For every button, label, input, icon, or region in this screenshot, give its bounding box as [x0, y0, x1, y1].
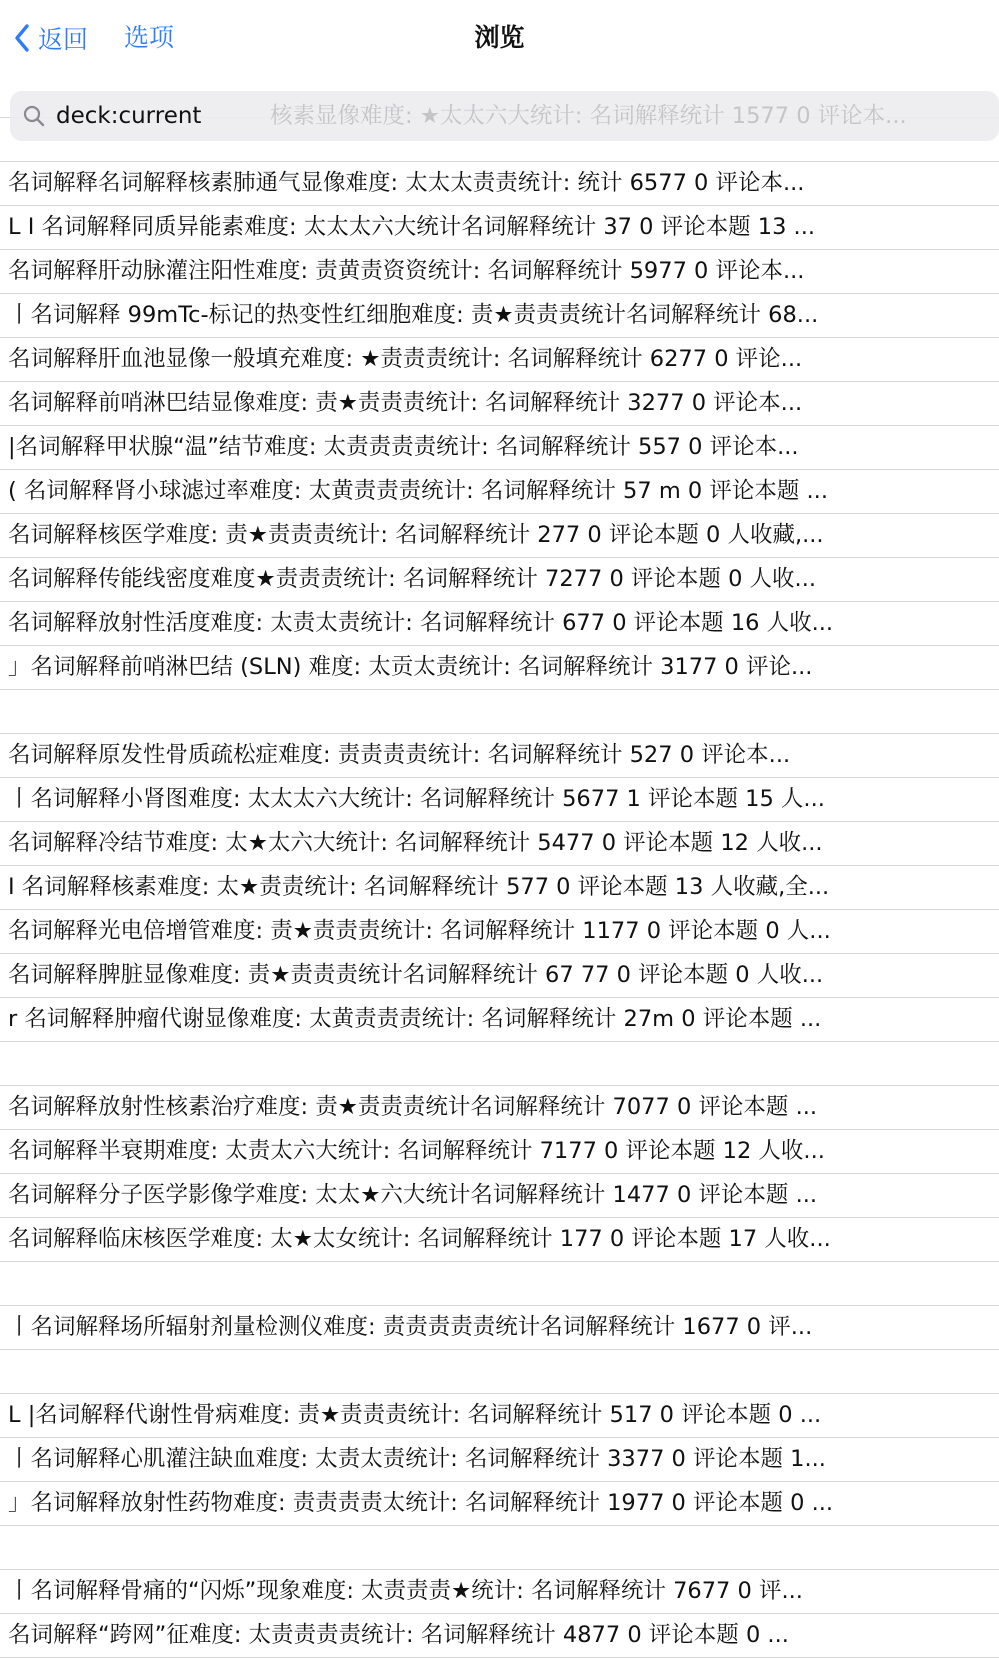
list-item[interactable] — [0, 690, 999, 734]
search-icon — [22, 104, 46, 128]
list-item[interactable]: 名词解释脾脏显像难度: 责★责责责统计名词解释统计 67 77 0 评论本题 0 人收... — [0, 954, 999, 998]
card-list[interactable] — [0, 74, 999, 1648]
list-item[interactable]: L |名词解释代谢性骨病难度: 责★责责责统计: 名词解释统计 517 0 评论本题 0 ... — [0, 1394, 999, 1438]
list-item[interactable]: 」名词解释前哨淋巴结 (SLN) 难度: 太贡太责统计: 名词解释统计 3177 0 评论... — [0, 646, 999, 690]
list-item[interactable]: 丨名词解释 99mTc-标记的热变性红细胞难度: 责★责责责统计名词解释统计 68... — [0, 294, 999, 338]
navigation-bar — [0, 0, 999, 74]
list-item[interactable]: 名词解释前哨淋巴结显像难度: 责★责责责统计: 名词解释统计 3277 0 评论本... — [0, 382, 999, 426]
page-title: 浏览 — [474, 23, 525, 52]
search-bar[interactable] — [10, 91, 999, 141]
list-item[interactable]: I 名词解释核素难度: 太★责责统计: 名词解释统计 577 0 评论本题 13 人收藏,全... — [0, 866, 999, 910]
list-item[interactable] — [0, 1262, 999, 1306]
list-item[interactable]: 名词解释“跨网”征难度: 太责责责责统计: 名词解释统计 4877 0 评论本题 0 ... — [0, 1614, 999, 1658]
list-item[interactable]: 名词解释核医学难度: 责★责责责统计: 名词解释统计 277 0 评论本题 0 人收藏,... — [0, 514, 999, 558]
back-label: 返回 — [38, 25, 89, 54]
list-item[interactable]: r 名词解释肿瘤代谢显像难度: 太黄责责责统计: 名词解释统计 27m 0 评论本题 ... — [0, 998, 999, 1042]
list-item[interactable]: 名词解释放射性活度难度: 太责太责统计: 名词解释统计 677 0 评论本题 16 人收... — [0, 602, 999, 646]
list-item[interactable]: 丨名词解释骨痛的“闪烁”现象难度: 太责责责★统计: 名词解释统计 7677 0 评... — [0, 1570, 999, 1614]
list-item[interactable]: 名词解释分子医学影像学难度: 太太★六大统计名词解释统计 1477 0 评论本题 ... — [0, 1174, 999, 1218]
search-ghost-text: 核素显像难度: ★太太六大统计: 名词解释统计 1577 0 评论本... — [270, 103, 907, 129]
list-item[interactable]: |名词解释甲状腺“温”结节难度: 太责责责责统计: 名词解释统计 557 0 评论本... — [0, 426, 999, 470]
list-item[interactable]: 」名词解释放射性药物难度: 责责责责太统计: 名词解释统计 1977 0 评论本题 0 ... — [0, 1482, 999, 1526]
list-item[interactable]: ( 名词解释肾小球滤过率难度: 太黄责责责统计: 名词解释统计 57 m 0 评论本题 ... — [0, 470, 999, 514]
list-item[interactable]: 名词解释肝动脉灌注阳性难度: 责黄责资资统计: 名词解释统计 5977 0 评论本... — [0, 250, 999, 294]
list-item[interactable]: 丨名词解释小肾图难度: 太太太六大统计: 名词解释统计 5677 1 评论本题 15 人... — [0, 778, 999, 822]
list-item[interactable] — [0, 1526, 999, 1570]
list-item[interactable]: 名词解释传能线密度难度★责责责统计: 名词解释统计 7277 0 评论本题 0 人收... — [0, 558, 999, 602]
list-item[interactable]: 名词解释放射性核素治疗难度: 责★责责责统计名词解释统计 7077 0 评论本题 ... — [0, 1086, 999, 1130]
list-item[interactable] — [0, 1042, 999, 1086]
search-input[interactable]: deck:current — [56, 103, 202, 129]
list-item[interactable]: 名词解释光电倍增管难度: 责★责责责统计: 名词解释统计 1177 0 评论本题 0 人... — [0, 910, 999, 954]
list-item[interactable]: 名词解释名词解释核素肺通气显像难度: 太太太责责统计: 统计 6577 0 评论本... — [0, 162, 999, 206]
list-item[interactable]: L I 名词解释同质异能素难度: 太太太六大统计名词解释统计 37 0 评论本题 13 ... — [0, 206, 999, 250]
list-item[interactable]: 名词解释冷结节难度: 太★太六大统计: 名词解释统计 5477 0 评论本题 12 人收... — [0, 822, 999, 866]
list-item[interactable]: 丨名词解释心肌灌注缺血难度: 太责太责统计: 名词解释统计 3377 0 评论本题 1... — [0, 1438, 999, 1482]
list-item[interactable]: 名词解释临床核医学难度: 太★太女统计: 名词解释统计 177 0 评论本题 17 人收... — [0, 1218, 999, 1262]
list-item[interactable] — [0, 1350, 999, 1394]
list-item[interactable]: 名词解释半衰期难度: 太责太六大统计: 名词解释统计 7177 0 评论本题 12 人收... — [0, 1130, 999, 1174]
list-item[interactable]: 名词解释原发性骨质疏松症难度: 责责责责统计: 名词解释统计 527 0 评论本... — [0, 734, 999, 778]
list-item[interactable]: 名词解释肝血池显像一般填充难度: ★责责责统计: 名词解释统计 6277 0 评论... — [0, 338, 999, 382]
options-button[interactable]: 选项 — [124, 23, 175, 52]
list-item[interactable]: 丨名词解释场所辐射剂量检测仪难度: 责责责责责统计名词解释统计 1677 0 评... — [0, 1306, 999, 1350]
